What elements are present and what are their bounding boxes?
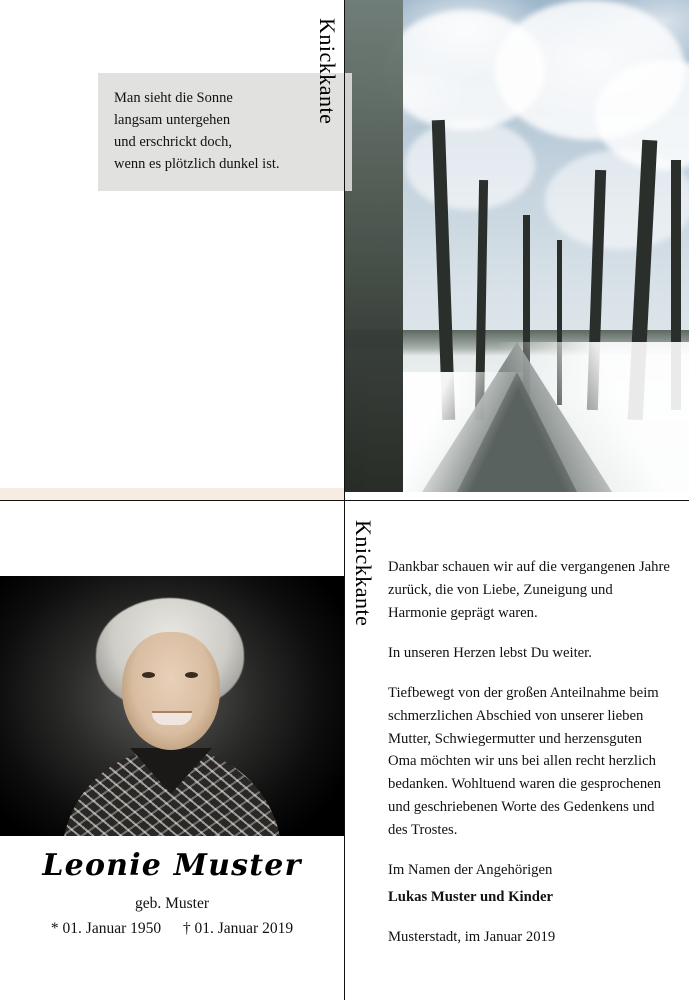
fold-line-horizontal xyxy=(0,500,689,501)
maiden-name: geb. Muster xyxy=(134,895,210,912)
memorial-paragraph-2: In unseren Herzen lebst Du weiter. xyxy=(388,644,592,661)
signature-intro: Im Namen der Angehörigen xyxy=(388,862,553,879)
winter-landscape-photo xyxy=(345,0,689,492)
portrait-face xyxy=(122,632,220,750)
portrait-eye-right xyxy=(185,672,198,678)
memorial-paragraph-1: Dankbar schauen wir auf die vergangenen Jahre zurück, die von Liebe, Zuneigung und Harmonie geprägt waren. xyxy=(388,559,670,621)
life-dates xyxy=(0,920,344,938)
deceased-name: Leonie Muster xyxy=(42,848,302,883)
quote-line-2: langsam untergehen xyxy=(114,112,231,129)
death-date: † 01. Januar 2019 xyxy=(182,920,294,937)
photo-snowbank-right xyxy=(489,342,689,492)
beige-separator-band xyxy=(0,488,344,500)
memorial-text-panel xyxy=(388,556,670,949)
quote-line-1: Man sieht die Sonne xyxy=(114,90,233,106)
birth-date: * 01. Januar 1950 xyxy=(50,920,162,937)
fold-label-bottom: Knickkante xyxy=(351,520,376,627)
quote-line-4: wenn es plötzlich dunkel ist. xyxy=(114,156,280,173)
place-and-date: Musterstadt, im Januar 2019 xyxy=(388,928,556,945)
name-block xyxy=(0,848,344,938)
signature-name: Lukas Muster und Kinder xyxy=(388,889,554,906)
photo-left-dark-column xyxy=(345,0,403,492)
fold-label-top: Knickkante xyxy=(315,18,340,125)
quote-box xyxy=(98,73,352,191)
quote-line-3: und erschrickt doch, xyxy=(114,134,232,151)
portrait-eye-left xyxy=(142,672,155,678)
memorial-paragraph-3: Tiefbewegt von der großen Anteilnahme beim schmerzlichen Abschied von unserer lieben Mutter, Schwiegermutter und herzensguten Oma möchten wir uns bei allen recht herzlich bedanken. Wohltuend waren die gesprochenen und geschriebenen Worte des Gedenkens und des Trostes. xyxy=(388,684,662,839)
portrait-mouth xyxy=(152,713,192,725)
portrait-photo xyxy=(0,576,344,836)
